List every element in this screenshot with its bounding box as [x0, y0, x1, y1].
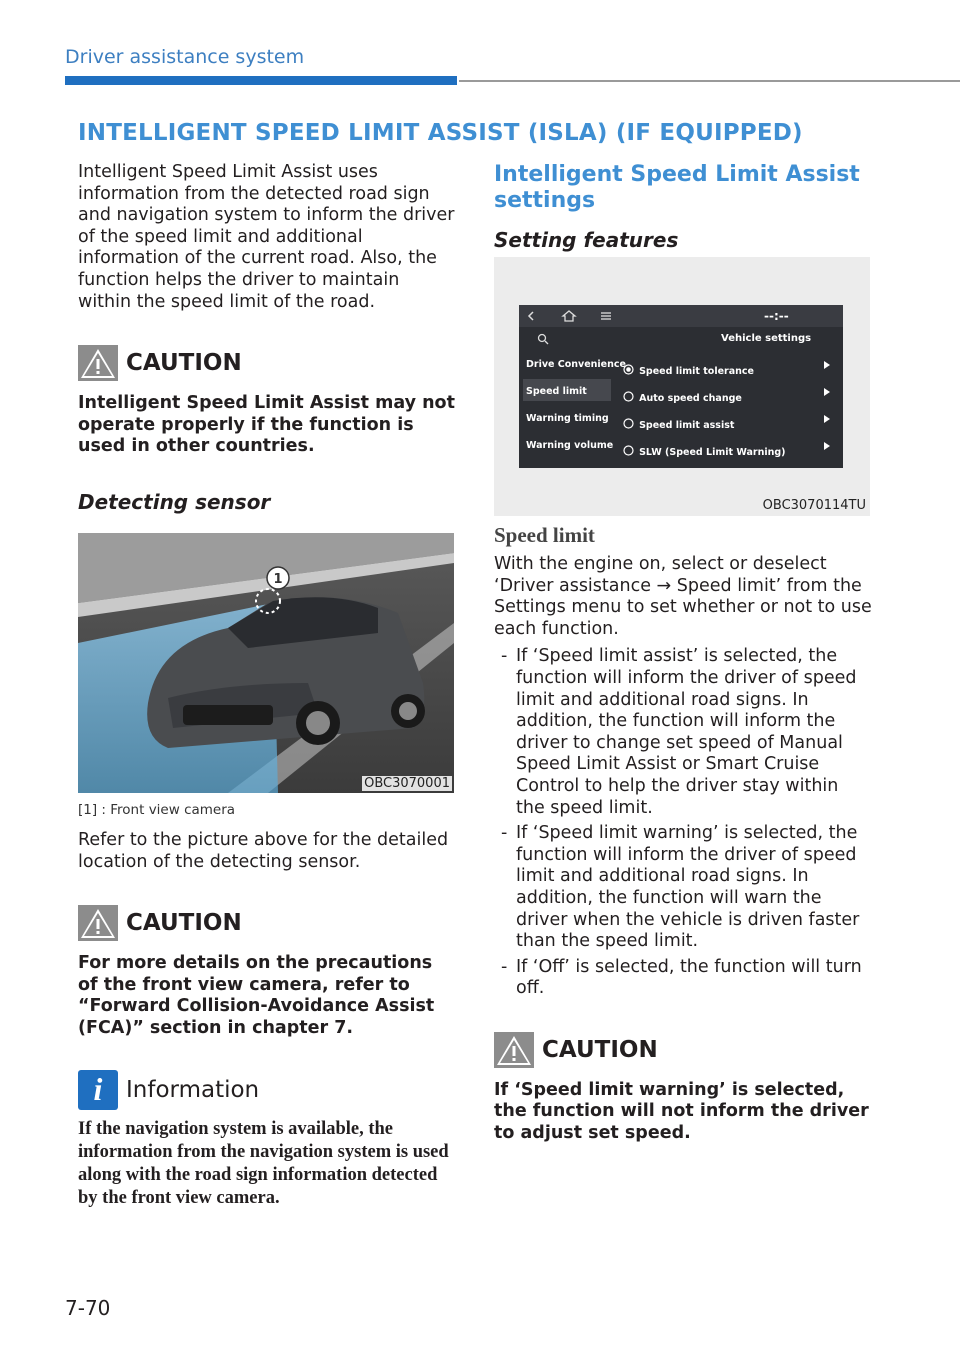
car-illustration [78, 533, 454, 793]
list-item: - If ‘Speed limit assist’ is selected, the function will inform the driver of speed limit and additional road signs. In addition, the function will inform the driver to change set speed of Manual Speed Limit Assist or Smart Cruise Control to help the driver stay within the speed limit. [494, 646, 872, 819]
settings-screen [519, 305, 843, 468]
menu-item-warning-timing[interactable]: Warning timing [526, 413, 609, 424]
caution-box-2 [78, 903, 456, 943]
left-column [78, 162, 456, 514]
header-rule-thin [459, 80, 960, 82]
search-icon [537, 333, 549, 345]
menu-item-drive-convenience[interactable]: Drive Convenience [526, 359, 626, 370]
screen-title: Vehicle settings [721, 333, 812, 344]
screen-clock: --:-- [764, 309, 789, 323]
warning-triangle-icon [78, 905, 118, 941]
figure-1-code: OBC3070001 [364, 776, 450, 791]
warning-triangle-icon [78, 345, 118, 381]
radio-icon [623, 445, 634, 456]
radio-icon [623, 418, 634, 429]
figure-1-caption: [1] : Front view camera [78, 802, 236, 818]
list-item: - If ‘Off’ is selected, the function will turn off. [494, 957, 872, 1000]
figure-2-code: OBC3070114TU [762, 498, 866, 513]
callout-number: 1 [273, 572, 283, 587]
speed-limit-options-list [494, 646, 872, 1000]
speed-limit-heading: Speed limit [494, 523, 595, 547]
caution-box-1 [78, 343, 456, 383]
caution-box-3 [494, 1030, 872, 1070]
page-title: INTELLIGENT SPEED LIMIT ASSIST (ISLA) (IF EQUIPPED) [78, 120, 803, 146]
right-column [494, 162, 872, 252]
caution-label: CAUTION [126, 910, 242, 937]
option-speed-limit-tolerance[interactable]: Speed limit tolerance [623, 359, 754, 378]
option-slw[interactable]: SLW (Speed Limit Warning) [623, 440, 786, 459]
information-label: Information [126, 1076, 260, 1103]
header-rule-thick [65, 76, 457, 85]
settings-screen-figure [494, 257, 870, 516]
section-header: Driver assistance system [65, 46, 305, 68]
option-speed-limit-assist[interactable]: Speed limit assist [623, 413, 734, 432]
menu-item-warning-volume[interactable]: Warning volume [526, 440, 614, 451]
caution-2-text: For more details on the precautions of the front view camera, refer to “Forward Collision-Avoidance Assist (FCA)” section in chapter 7. [78, 953, 435, 1038]
info-icon: i [78, 1070, 118, 1110]
refer-paragraph: Refer to the picture above for the detailed location of the detecting sensor. [78, 830, 449, 872]
radio-icon [623, 391, 634, 402]
car-sensor-figure [78, 533, 454, 793]
setting-features-heading: Setting features [494, 228, 679, 252]
list-item: - If ‘Speed limit warning’ is selected, the function will inform the driver of speed limit and additional road signs. In addition, the function will warn the driver when the vehicle is driven faster than the speed limit. [494, 823, 872, 953]
warning-triangle-icon [494, 1032, 534, 1068]
speed-limit-paragraph: With the engine on, select or deselect ‘Driver assistance → Speed limit’ from the Settings menu to set whether or not to use each function. [494, 554, 872, 639]
right-column-lower [494, 523, 872, 1145]
settings-heading: Intelligent Speed Limit Assist settings [494, 162, 860, 213]
left-column-lower [78, 802, 456, 1228]
chevron-right-icons [823, 360, 831, 460]
option-auto-speed-change[interactable]: Auto speed change [623, 386, 742, 405]
back-icon [529, 312, 533, 320]
caution-1-text: Intelligent Speed Limit Assist may not operate properly if the function is used in other countries. [78, 393, 455, 457]
information-text: If the navigation system is available, the information from the navigation system is used along with the road sign information detected by the front view camera. [78, 1118, 449, 1208]
information-box [78, 1070, 456, 1110]
radio-selected-icon [623, 364, 634, 375]
menu-item-speed-limit[interactable]: Speed limit [526, 386, 587, 397]
page-number: 7-70 [65, 1296, 111, 1320]
caution-label: CAUTION [126, 350, 242, 377]
detecting-sensor-heading: Detecting sensor [78, 489, 271, 514]
caution-label: CAUTION [542, 1036, 658, 1063]
caution-3-text: If ‘Speed limit warning’ is selected, the function will not inform the driver to adjust set speed. [494, 1079, 869, 1144]
home-icon [563, 311, 575, 321]
intro-paragraph: Intelligent Speed Limit Assist uses information from the detected road sign and navigation system to inform the driver of the speed limit and additional information of the current road. Also, the function helps the driver to maintain within the speed limit of the road. [78, 162, 455, 312]
